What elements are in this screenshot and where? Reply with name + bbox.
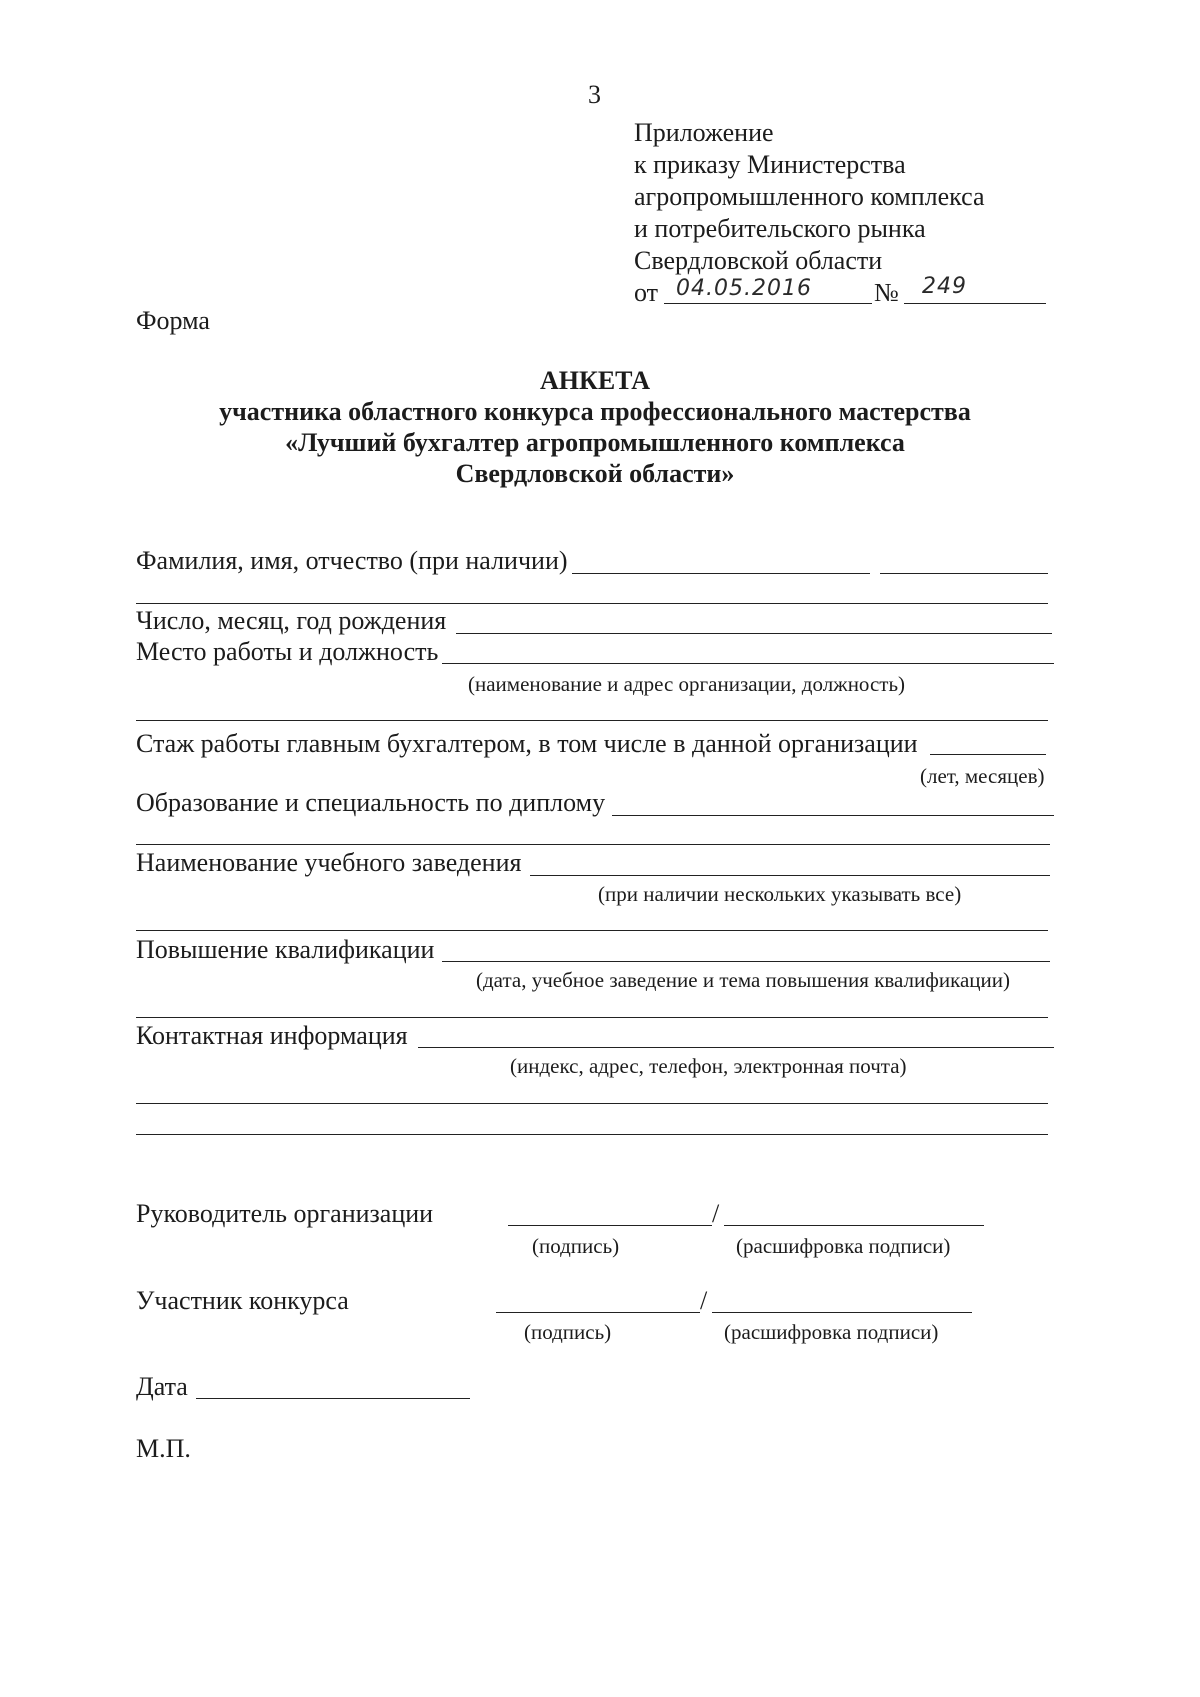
qualification-extra-line[interactable]	[136, 1017, 1048, 1018]
head-signature-label: Руководитель организации	[136, 1199, 434, 1228]
head-decoding-line[interactable]	[724, 1225, 984, 1226]
experience-hint: (лет, месяцев)	[920, 764, 1045, 788]
head-decoding-hint: (расшифровка подписи)	[736, 1234, 951, 1258]
institution-label: Наименование учебного заведения	[136, 848, 522, 877]
form-label: Форма	[136, 306, 210, 335]
work-label: Место работы и должность	[136, 637, 439, 666]
title-main: АНКЕТА	[539, 366, 651, 395]
order-number-line	[904, 303, 1046, 304]
fio-label: Фамилия, имя, отчество (при наличии)	[136, 546, 568, 575]
experience-label: Стаж работы главным бухгалтером, в том числе в данной организации	[136, 729, 918, 758]
appendix-line: Свердловской области	[634, 246, 883, 275]
qualification-label: Повышение квалификации	[136, 935, 435, 964]
participant-signature-line[interactable]	[496, 1312, 700, 1313]
fio-input-line[interactable]	[572, 573, 870, 574]
contacts-input-line[interactable]	[418, 1047, 1054, 1048]
participant-slash: /	[700, 1286, 708, 1315]
date-input-line[interactable]	[196, 1398, 470, 1399]
order-date-line	[664, 303, 872, 304]
education-extra-line[interactable]	[136, 844, 1050, 845]
education-input-line[interactable]	[612, 815, 1054, 816]
education-label: Образование и специальность по диплому	[136, 788, 606, 817]
participant-decoding-hint: (расшифровка подписи)	[724, 1320, 939, 1344]
head-slash: /	[712, 1199, 720, 1228]
date-label: Дата	[136, 1372, 188, 1401]
contacts-extra-line[interactable]	[136, 1103, 1048, 1104]
head-signature-line[interactable]	[508, 1225, 712, 1226]
participant-signature-hint: (подпись)	[524, 1320, 612, 1344]
appendix-line: Приложение	[634, 118, 774, 147]
order-date-handwritten: 04.05.2016	[676, 276, 812, 301]
contacts-hint: (индекс, адрес, телефон, электронная почта)	[510, 1054, 907, 1078]
title-line: участника областного конкурса профессионального мастерства	[219, 397, 971, 426]
title-line: Свердловской области»	[455, 459, 735, 488]
participant-decoding-line[interactable]	[712, 1312, 972, 1313]
page-number: 3	[588, 80, 601, 109]
appendix-from-label: от	[634, 278, 659, 307]
birth-input-line[interactable]	[456, 633, 1052, 634]
appendix-line: агропромышленного комплекса	[634, 182, 985, 211]
participant-signature-label: Участник конкурса	[136, 1286, 349, 1315]
institution-extra-line[interactable]	[136, 930, 1048, 931]
work-input-line[interactable]	[442, 663, 1054, 664]
contacts-label: Контактная информация	[136, 1021, 408, 1050]
order-number-handwritten: 249	[922, 274, 967, 299]
institution-input-line[interactable]	[530, 875, 1050, 876]
qualification-hint: (дата, учебное заведение и тема повышения квалификации)	[476, 968, 1011, 992]
appendix-number-label: №	[874, 278, 899, 307]
institution-hint: (при наличии нескольких указывать все)	[598, 882, 962, 906]
fio-input-line-2[interactable]	[880, 573, 1048, 574]
qualification-input-line[interactable]	[442, 961, 1050, 962]
stamp-place: М.П.	[136, 1434, 191, 1463]
appendix-line: к приказу Министерства	[634, 150, 906, 179]
work-extra-line[interactable]	[136, 720, 1048, 721]
experience-input-line[interactable]	[930, 754, 1046, 755]
appendix-line: и потребительского рынка	[634, 214, 926, 243]
contacts-extra-line-2[interactable]	[136, 1134, 1048, 1135]
fio-extra-line[interactable]	[136, 603, 1048, 604]
birth-label: Число, месяц, год рождения	[136, 606, 447, 635]
head-signature-hint: (подпись)	[532, 1234, 620, 1258]
title-line: «Лучший бухгалтер агропромышленного комплекса	[285, 428, 905, 457]
work-hint: (наименование и адрес организации, должность)	[468, 672, 906, 696]
